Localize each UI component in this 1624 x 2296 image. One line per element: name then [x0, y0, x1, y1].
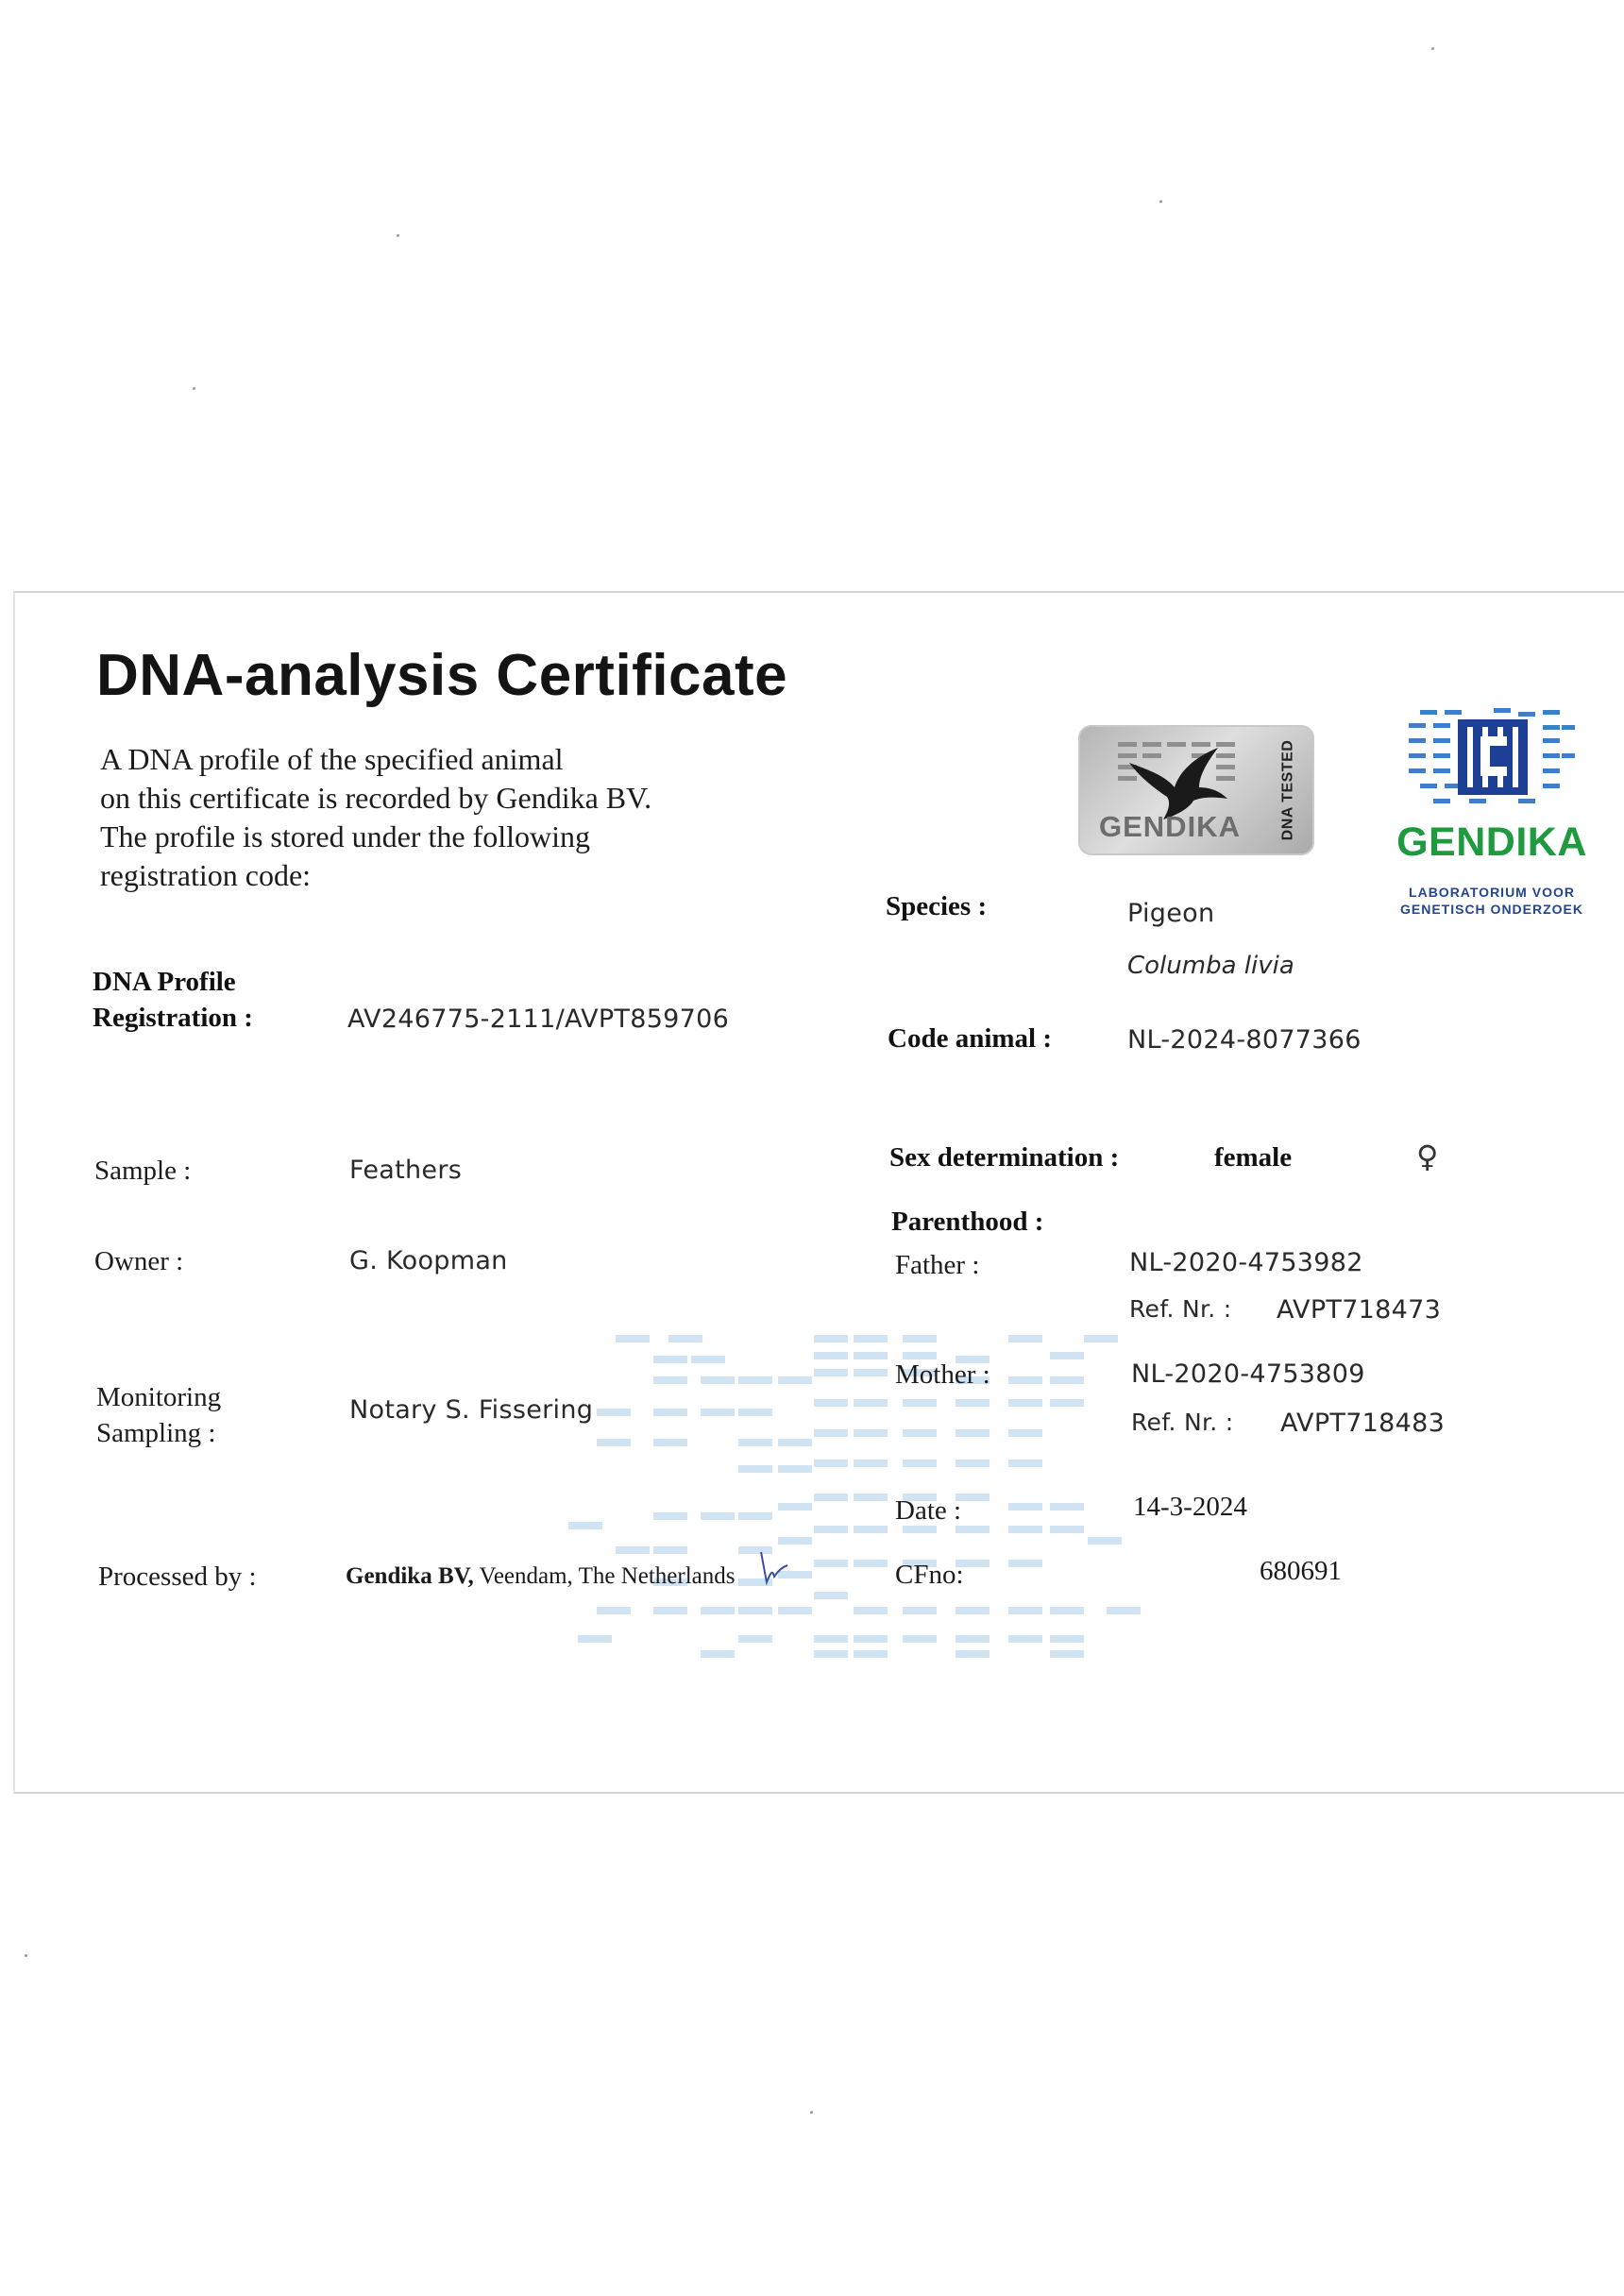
- code-animal-label: Code animal :: [888, 1023, 1052, 1054]
- gendika-brand-name: GENDIKA: [1396, 819, 1587, 865]
- mother-ref-label: Ref. Nr. :: [1131, 1409, 1234, 1436]
- owner-value: G. Koopman: [349, 1246, 508, 1275]
- mother-label: Mother :: [895, 1359, 990, 1390]
- scan-speck: [1431, 47, 1434, 50]
- female-symbol-icon: ♀: [1416, 1139, 1439, 1174]
- sample-label: Sample :: [94, 1156, 192, 1186]
- gendika-brand-subtitle: LABORATORIUM VOOR GENETISCH ONDERZOEK: [1399, 885, 1583, 917]
- certificate-card: [13, 591, 1624, 1794]
- dna-tested-label: DNA TESTED: [1279, 739, 1296, 841]
- processed-value: [346, 1563, 736, 1590]
- monitoring-label-line2: Sampling :: [96, 1418, 216, 1448]
- cfno-label: CFno:: [895, 1560, 964, 1590]
- parenthood-label: Parenthood :: [891, 1207, 1044, 1237]
- intro-line: on this certificate is recorded by Gendika BV.: [100, 781, 652, 815]
- gendika-watermark: [559, 1324, 1182, 1682]
- registration-label-line1: DNA Profile: [93, 967, 236, 997]
- sex-label: Sex determination :: [889, 1142, 1120, 1173]
- date-label: Date :: [895, 1495, 962, 1526]
- mother-code: NL-2020-4753809: [1131, 1359, 1365, 1389]
- sample-value: Feathers: [349, 1156, 463, 1185]
- registration-code: AV246775-2111/AVPT859706: [347, 1004, 730, 1034]
- intro-line: registration code:: [100, 858, 312, 892]
- badge-brand-text: GENDIKA: [1099, 810, 1241, 843]
- certificate-title: DNA-analysis Certificate: [96, 643, 788, 708]
- scan-speck: [397, 234, 399, 237]
- scan-speck: [193, 387, 195, 390]
- date-value: 14-3-2024: [1133, 1492, 1247, 1522]
- scan-speck: [1159, 200, 1162, 203]
- father-label: Father :: [895, 1250, 980, 1280]
- processed-company: Gendika BV,: [346, 1563, 474, 1589]
- species-label: Species :: [886, 891, 988, 921]
- monitoring-value: Notary S. Fissering: [349, 1395, 594, 1425]
- sex-value: female: [1214, 1142, 1293, 1173]
- intro-paragraph: [100, 740, 651, 895]
- cfno-value: 680691: [1260, 1556, 1342, 1586]
- signature-mark-icon: [757, 1548, 789, 1586]
- scan-speck: [25, 1954, 27, 1957]
- code-animal-value: NL-2024-8077366: [1127, 1025, 1362, 1055]
- pigeon-icon: [1112, 734, 1254, 821]
- intro-line: A DNA profile of the specified animal: [100, 742, 564, 776]
- processed-label: Processed by :: [98, 1562, 257, 1592]
- species-common: Pigeon: [1127, 899, 1215, 928]
- registration-label-line2: Registration :: [93, 1003, 253, 1033]
- intro-line: The profile is stored under the following: [100, 819, 590, 853]
- gendika-logo-icon: [1407, 706, 1577, 806]
- father-ref-label: Ref. Nr. :: [1129, 1295, 1232, 1323]
- scan-speck: [810, 2111, 813, 2114]
- father-ref: AVPT718473: [1277, 1295, 1442, 1325]
- mother-ref: AVPT718483: [1280, 1409, 1446, 1438]
- species-latin: Columba livia: [1127, 952, 1294, 980]
- processed-location: Veendam, The Netherlands: [479, 1563, 736, 1589]
- owner-label: Owner :: [94, 1246, 184, 1276]
- father-code: NL-2020-4753982: [1129, 1248, 1363, 1277]
- dna-tested-badge: [1078, 725, 1314, 855]
- monitoring-label-line1: Monitoring: [96, 1382, 222, 1412]
